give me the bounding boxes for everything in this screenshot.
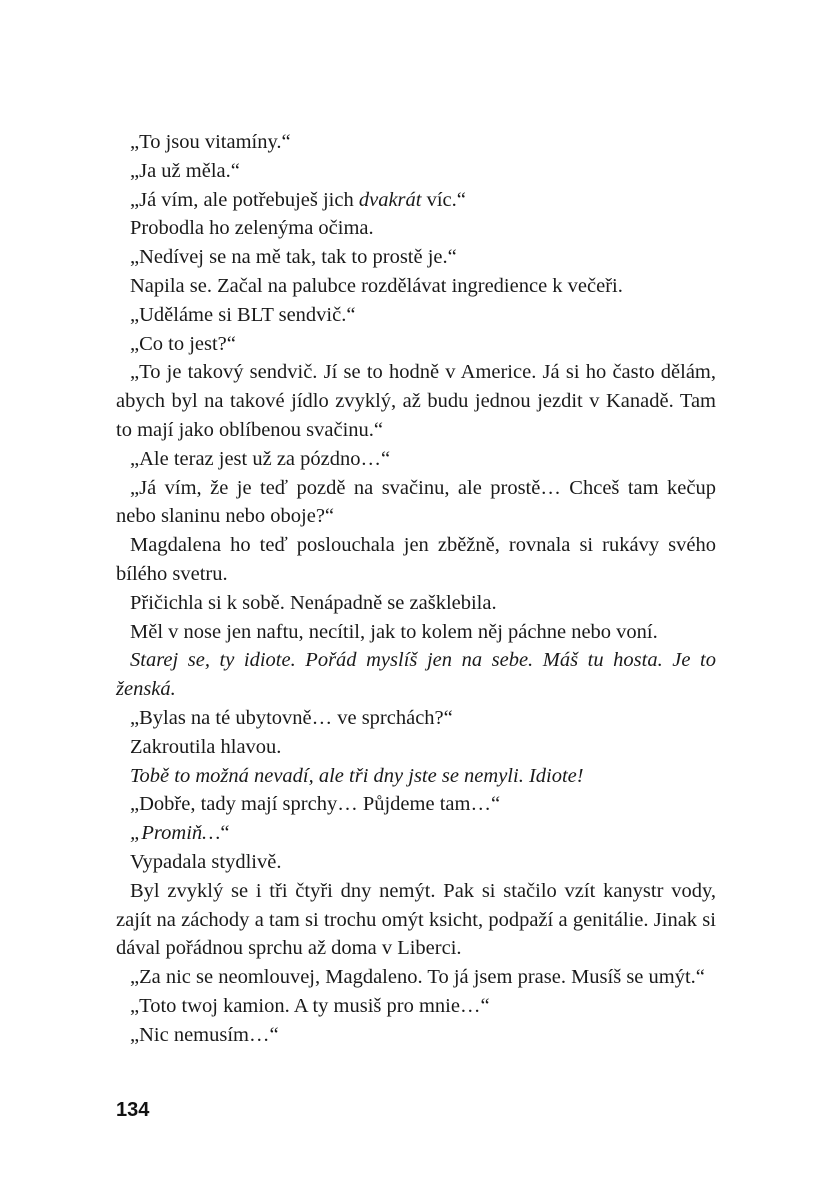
paragraph: „Za nic se neomlouvej, Magdaleno. To já jsem prase. Musíš se umýt.“	[130, 966, 705, 989]
paragraph: „Já vím, že je teď pozdě na svačinu, ale prostě… Chceš tam kečup nebo slaninu nebo oboje?“	[116, 476, 716, 528]
paragraph: Probodla ho zelenýma očima.	[130, 217, 374, 240]
paragraph: „Ja už měla.“	[130, 159, 240, 182]
inner-thought: Tobě to možná nevadí, ale tři dny jste se nemyli. Idiote!	[130, 764, 584, 787]
paragraph: „Nic nemusím…“	[130, 1023, 279, 1046]
paragraph: „Já vím, ale potřebuješ jich dvakrát víc.“	[130, 188, 466, 211]
paragraph: „To jsou vitamíny.“	[130, 131, 291, 153]
inner-thought: Starej se, ty idiote. Pořád myslíš jen na sebe. Máš tu hosta. Je to ženská.	[116, 649, 716, 701]
page-number: 134	[116, 1099, 150, 1121]
emphasis: dvakrát	[358, 188, 422, 211]
paragraph: „Ale teraz jest už za pózdno…“	[130, 447, 391, 470]
paragraph: „Bylas na té ubytovně… ve sprchách?“	[130, 706, 453, 729]
paragraph: „Nedívej se na mě tak, tak to prostě je.“	[130, 246, 457, 269]
paragraph: „Co to jest?“	[130, 332, 236, 355]
paragraph: Vypadala stydlivě.	[130, 850, 282, 873]
paragraph: „Toto twoj kamion. A ty musiš pro mnie…“	[130, 994, 490, 1017]
body-text	[116, 128, 716, 1050]
paragraph: Měl v nose jen naftu, necítil, jak to kolem něj páchne nebo voní.	[130, 620, 658, 643]
paragraph: Magdalena ho teď poslouchala jen zběžně, rovnala si rukávy svého bílého svetru.	[116, 534, 716, 585]
paragraph: „Promiň…“	[130, 822, 230, 845]
paragraph: „To je takový sendvič. Jí se to hodně v Americe. Já si ho často dělám, abych byl na takové jídlo zvyklý, až budu jednou jezdit v Kanadě. Tam to mají jako oblíbenou svačinu.“	[116, 361, 716, 441]
paragraph: Napila se. Začal na palubce rozdělávat ingredience k večeři.	[130, 274, 623, 297]
paragraph: Zakroutila hlavou.	[130, 735, 282, 758]
paragraph: „Dobře, tady mají sprchy… Půjdeme tam…“	[130, 793, 501, 816]
paragraph: „Uděláme si BLT sendvič.“	[130, 303, 356, 326]
paragraph: Byl zvyklý se i tři čtyři dny nemýt. Pak si stačilo vzít kanystr vody, zajít na záchody a tam si trochu omýt ksicht, podpaží a genitálie. Jinak si dával pořádnou sprchu až doma v Liberci.	[116, 879, 716, 960]
paragraph: Přičichla si k sobě. Nenápadně se zašklebila.	[130, 591, 497, 614]
emphasis: „Promiň…	[130, 822, 221, 845]
